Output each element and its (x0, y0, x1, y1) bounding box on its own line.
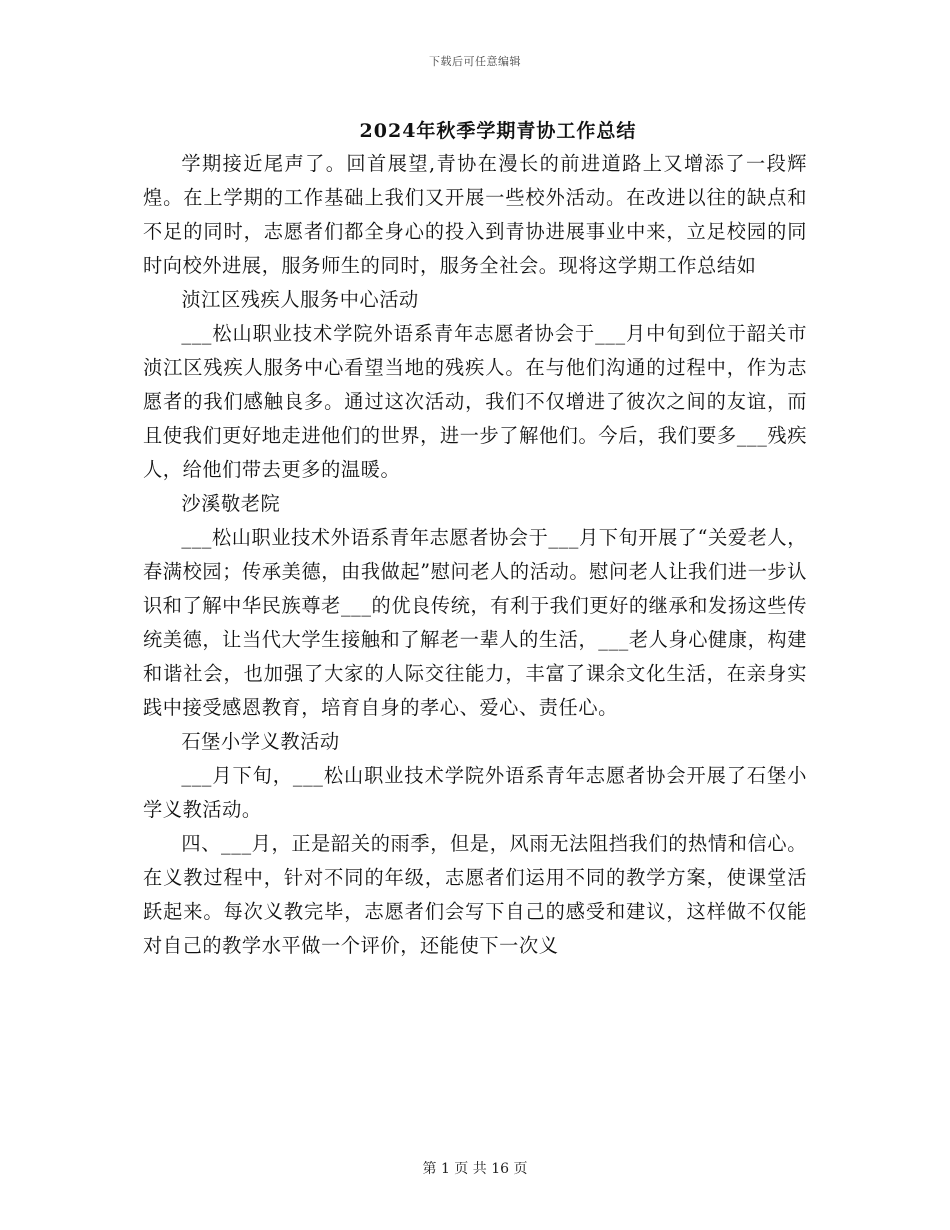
header-note: 下载后可任意编辑 (429, 55, 521, 68)
document-title: 2024年秋季学期青协工作总结 (359, 120, 637, 142)
document-body (143, 147, 807, 963)
paragraph-zhenjiang: ___松山职业技术学院外语系青年志愿者协会于___月中旬到位于韶关市浈江区残疾人服务中心看望当地的残疾人。在与他们沟通的过程中，作为志愿者的我们感触良多。通过这次活动，我们不仅增进了彼次之间的友谊，而且使我们更好地走进他们的世界，进一步了解他们。今后，我们要多___残疾人，给他们带去更多的温暖。 (143, 322, 807, 481)
paragraph-rainy-season: 四、___月，正是韶关的雨季，但是，风雨无法阻挡我们的热情和信心。在义教过程中，针对不同的年级，志愿者们运用不同的教学方案，使课堂活跃起来。每次义教完毕，志愿者们会写下自己的感受和建议，这样做不仅能对自己的教学水平做一个评价，还能使下一次义 (143, 832, 807, 957)
page-footer: 第 1 页 共 16 页 (422, 1161, 528, 1177)
paragraph-shibao: ___月下旬，___松山职业技术学院外语系青年志愿者协会开展了石堡小学义教活动。 (143, 764, 807, 821)
section-heading-shibao: 石堡小学义教活动 (181, 730, 340, 753)
paragraph-intro: 学期接近尾声了。回首展望,青协在漫长的前进道路上又增添了一段辉煌。在上学期的工作基础上我们又开展一些校外活动。在改进以往的缺点和不足的同时，志愿者们都全身心的投入到青协进展事业中来，立足校园的同时向校外进展，服务师生的同时，服务全社会。现将这学期工作总结如 (143, 152, 807, 277)
paragraph-shaxi: ___松山职业技术外语系青年志愿者协会于___月下旬开展了“关爱老人，春满校园；传承美德，由我做起”慰问老人的活动。慰问老人让我们进一步认识和了解中华民族尊老___的优良传统，有利于我们更好的继承和发扬这些传统美德，让当代大学生接触和了解老一辈人的生活，___老人身心健康，构建和谐社会，也加强了大家的人际交往能力，丰富了课余文化生活，在亲身实践中接受感恩教育，培育自身的孝心、爱心、责任心。 (143, 526, 808, 719)
section-heading-zhenjiang: 浈江区残疾人服务中心活动 (181, 288, 419, 311)
section-heading-shaxi: 沙溪敬老院 (181, 492, 281, 515)
